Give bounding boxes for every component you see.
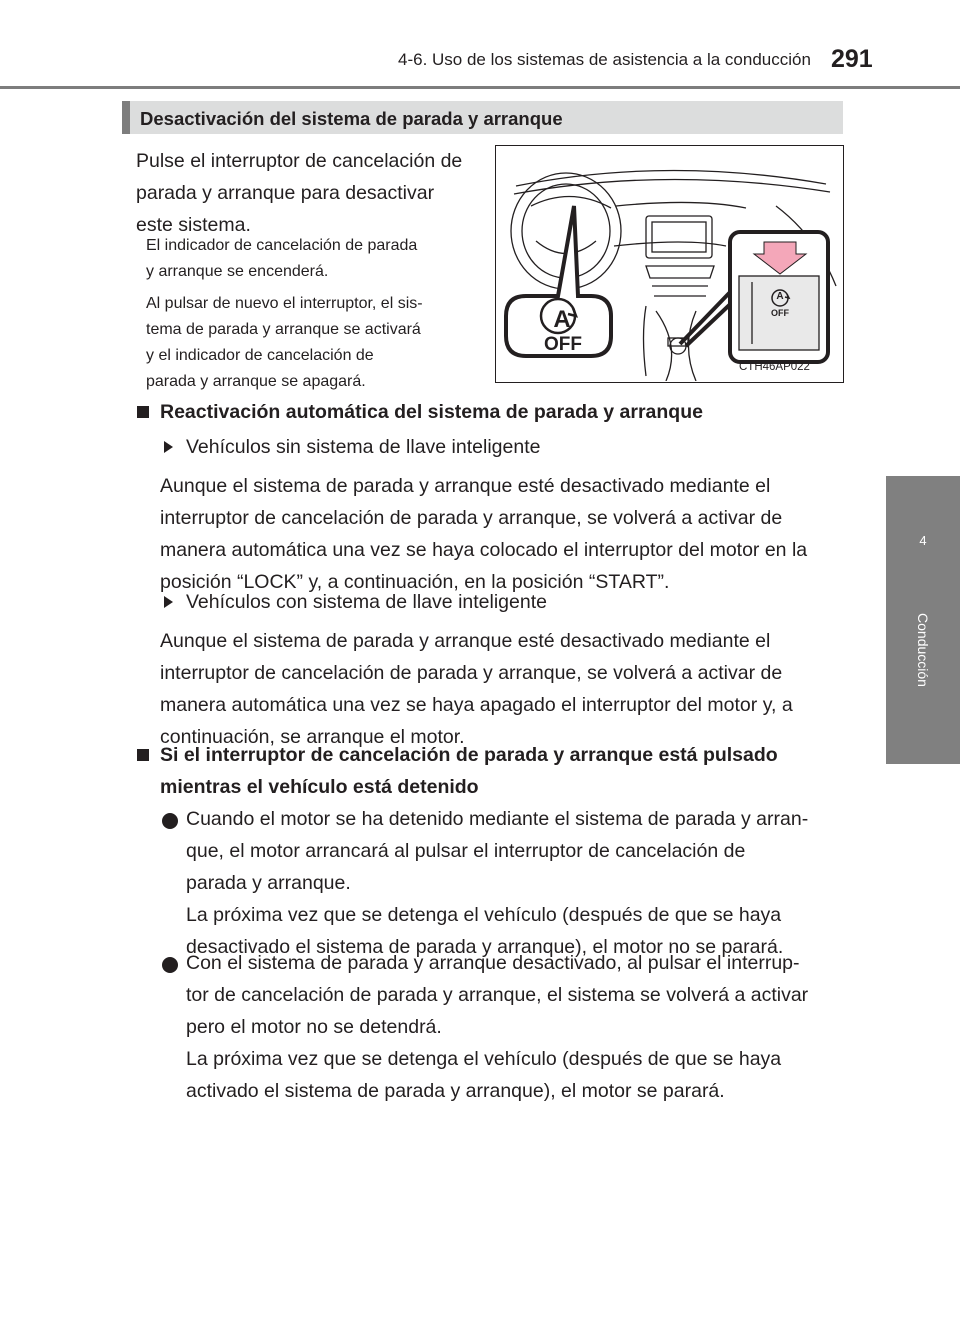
running-header: 4-6. Uso de los sistemas de asistencia a la conducción bbox=[398, 50, 811, 69]
round-bullet bbox=[162, 957, 178, 973]
header-rule bbox=[0, 86, 960, 89]
body-line: que, el motor arrancará al pulsar el interruptor de cancelación de bbox=[186, 840, 746, 862]
page-number: 291 bbox=[831, 45, 873, 73]
item-heading: Vehículos sin sistema de llave inteligente bbox=[186, 436, 541, 458]
note-line: Al pulsar de nuevo el interruptor, el sis- bbox=[146, 295, 423, 312]
body-line: Con el sistema de parada y arranque desactivado, al pulsar el interrup- bbox=[186, 952, 800, 974]
note-line: y arranque se encenderá. bbox=[146, 263, 329, 280]
triangle-bullet bbox=[164, 596, 173, 608]
switch-letter: A bbox=[776, 291, 784, 302]
intro-line: parada y arranque para desactivar bbox=[136, 182, 435, 204]
section-heading bbox=[122, 101, 843, 134]
body-line: interruptor de cancelación de parada y arranque, se volverá a activar de bbox=[160, 507, 783, 529]
body-line: La próxima vez que se detenga el vehículo (después de que se haya bbox=[186, 1048, 782, 1070]
body-line: activado el sistema de parada y arranque), el motor se parará. bbox=[186, 1080, 725, 1102]
body-line: Aunque el sistema de parada y arranque esté desactivado mediante el bbox=[160, 630, 771, 652]
note-line: parada y arranque se apagará. bbox=[146, 373, 366, 390]
body-line: manera automática una vez se haya apagado el interruptor del motor y, a bbox=[160, 694, 793, 716]
intro-paragraph bbox=[136, 145, 476, 241]
body-line: tor de cancelación de parada y arranque, el sistema se volverá a activar bbox=[186, 984, 809, 1006]
item-heading: Vehículos con sistema de llave inteligente bbox=[186, 591, 547, 613]
square-bullet bbox=[137, 406, 149, 418]
subsection-title: Reactivación automática del sistema de parada y arranque bbox=[160, 401, 703, 423]
item-body bbox=[160, 470, 838, 598]
note-2 bbox=[146, 291, 476, 395]
body-line: Cuando el motor se ha detenido mediante el sistema de parada y arran- bbox=[186, 808, 809, 830]
body-line: posición “LOCK” y, a continuación, en la posición “START”. bbox=[160, 571, 670, 593]
chapter-number: 4 bbox=[919, 533, 927, 548]
intro-line: Pulse el interruptor de cancelación de bbox=[136, 150, 463, 172]
note-line: y el indicador de cancelación de bbox=[146, 347, 374, 364]
triangle-bullet bbox=[164, 441, 173, 453]
figure-code: CTH46AP022 bbox=[739, 361, 810, 373]
intro-line: este sistema. bbox=[136, 214, 251, 236]
note-1 bbox=[146, 233, 476, 285]
body-line: pero el motor no se detendrá. bbox=[186, 1016, 442, 1038]
section-title: Desactivación del sistema de parada y arranque bbox=[140, 108, 563, 129]
bullet-body bbox=[186, 947, 838, 1107]
square-bullet bbox=[137, 749, 149, 761]
note-line: El indicador de cancelación de parada bbox=[146, 237, 418, 254]
dashboard-illustration bbox=[495, 145, 844, 383]
title-line: Si el interruptor de cancelación de parada y arranque está pulsado bbox=[160, 744, 778, 766]
body-line: desactivado el sistema de parada y arranque), el motor no se parará. bbox=[186, 936, 784, 958]
switch-off-label: OFF bbox=[771, 308, 789, 318]
chapter-label-wrap bbox=[886, 600, 960, 700]
body-line: parada y arranque. bbox=[186, 872, 351, 894]
body-line: continuación, se arranque el motor. bbox=[160, 726, 465, 748]
title-line: mientras el vehículo está detenido bbox=[160, 776, 479, 798]
round-bullet bbox=[162, 813, 178, 829]
body-line: La próxima vez que se detenga el vehículo (después de que se haya bbox=[186, 904, 782, 926]
body-line: Aunque el sistema de parada y arranque esté desactivado mediante el bbox=[160, 475, 771, 497]
subsection-title bbox=[160, 739, 838, 803]
callout-letter: A bbox=[553, 306, 571, 333]
callout-off-label: OFF bbox=[544, 334, 582, 355]
note-line: tema de parada y arranque se activará bbox=[146, 321, 421, 338]
chapter-label: Conducción bbox=[915, 613, 931, 687]
body-line: manera automática una vez se haya colocado el interruptor del motor en la bbox=[160, 539, 808, 561]
bullet-body bbox=[186, 803, 838, 963]
body-line: interruptor de cancelación de parada y arranque, se volverá a activar de bbox=[160, 662, 783, 684]
item-body bbox=[160, 625, 838, 753]
